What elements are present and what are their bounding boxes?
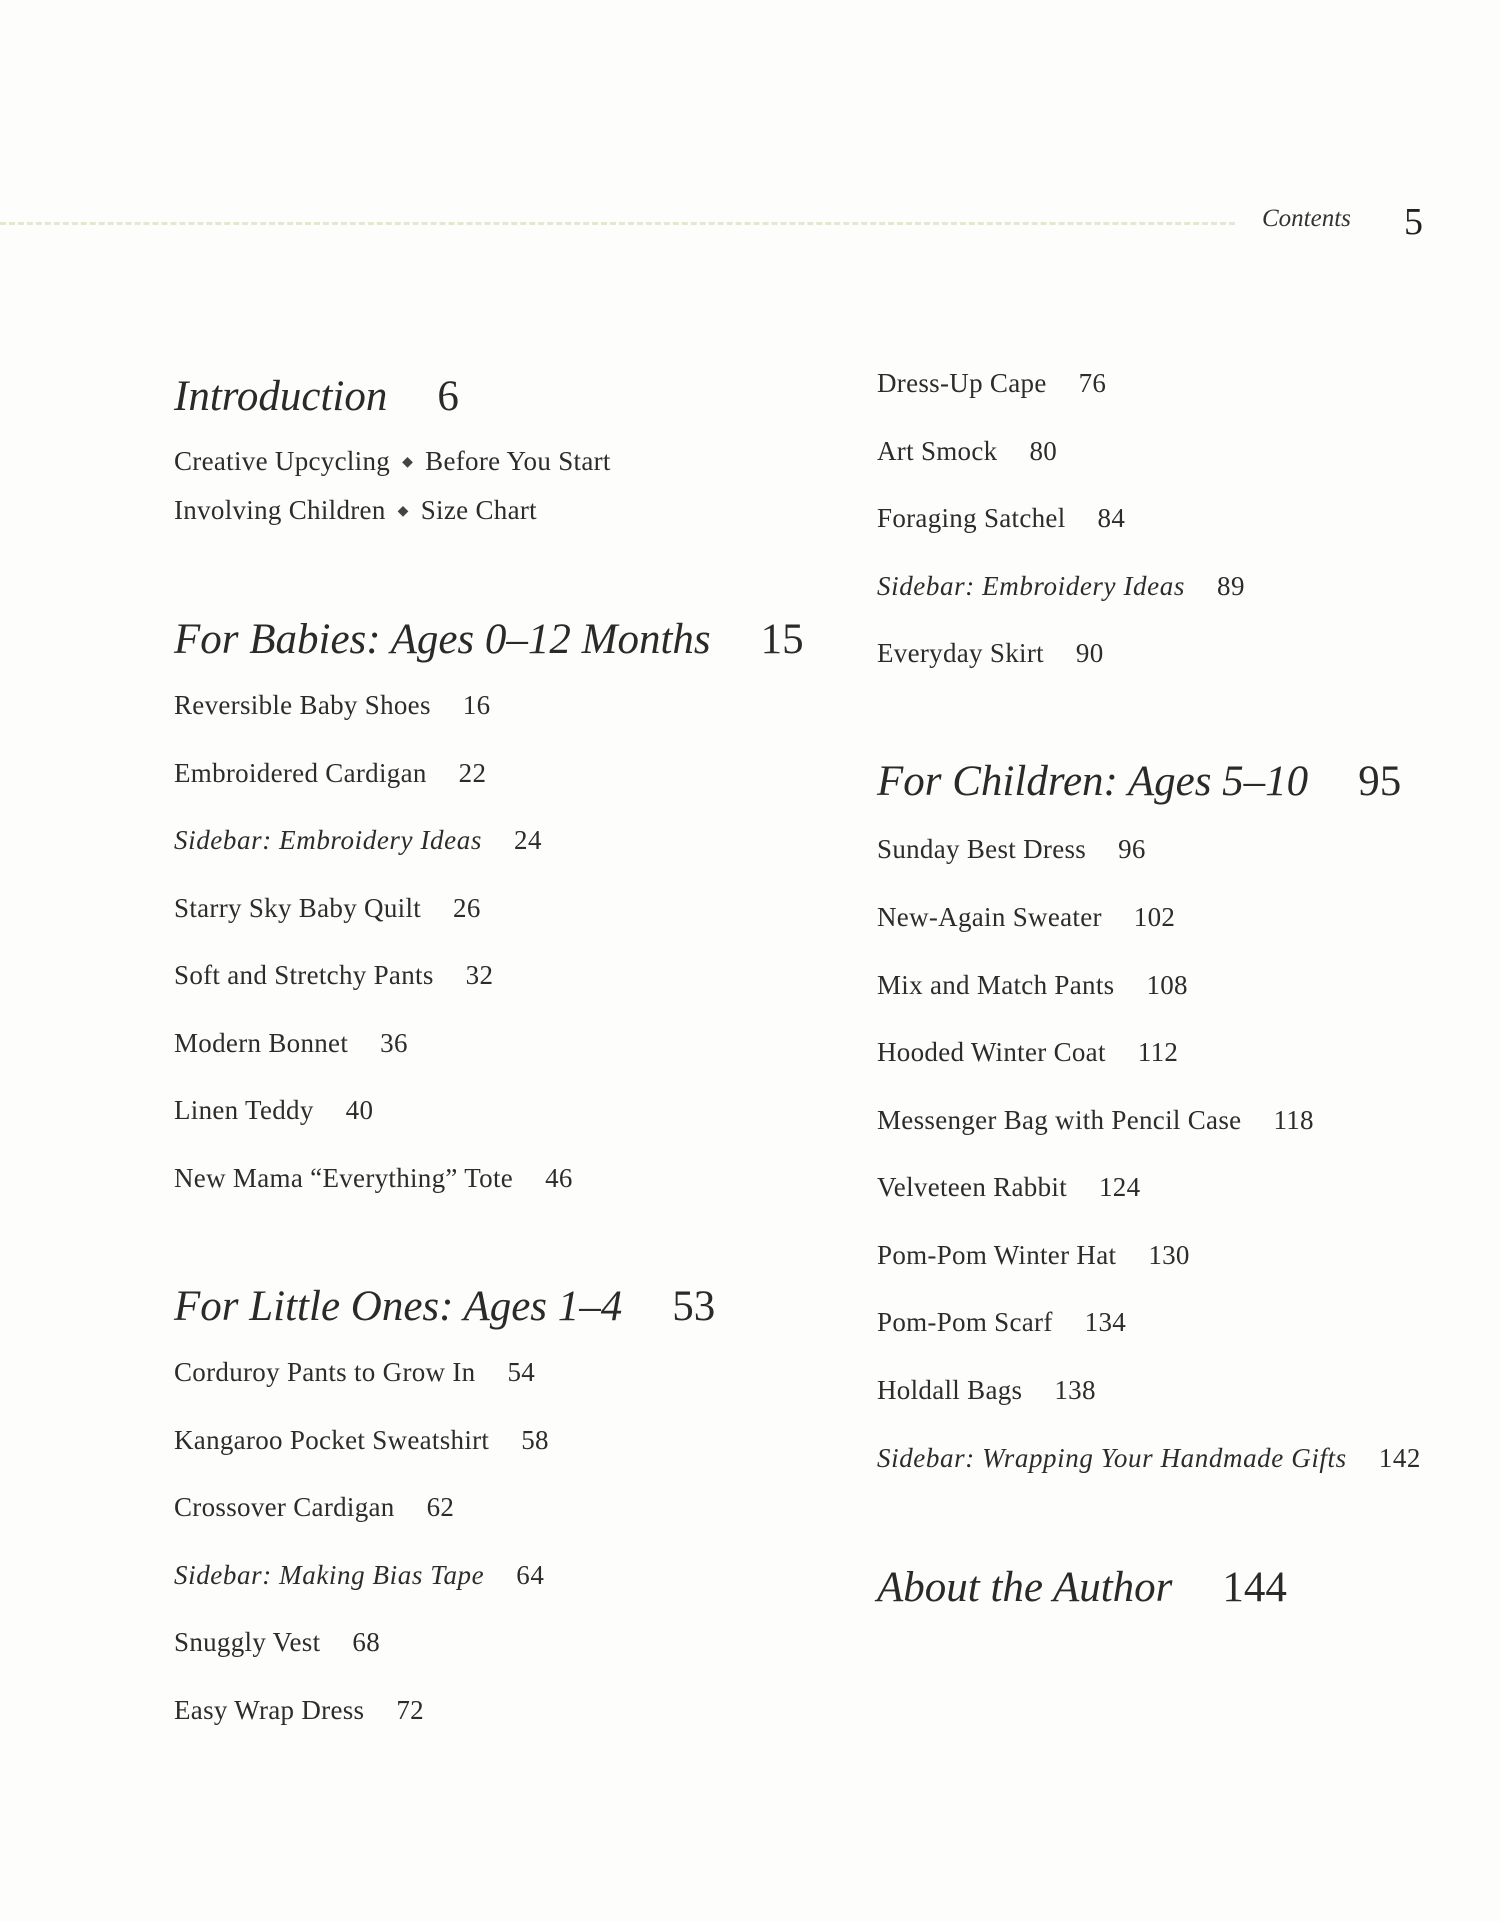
entry-page: 142	[1378, 1443, 1422, 1473]
entry-title: Pom-Pom Scarf	[877, 1307, 1053, 1337]
intro-topics-line-1	[174, 446, 611, 477]
entry-page: 130	[1148, 1240, 1190, 1270]
topic-before-you-start[interactable]: Before You Start	[425, 446, 611, 476]
entry-page: 24	[513, 825, 543, 855]
entry-page: 112	[1137, 1037, 1179, 1067]
toc-entry[interactable]	[877, 1172, 1140, 1203]
entry-title: Corduroy Pants to Grow In	[174, 1357, 476, 1387]
running-head: Contents	[1262, 205, 1351, 232]
entry-title: Sidebar: Wrapping Your Handmade Gifts	[877, 1443, 1347, 1473]
entry-title: Linen Teddy	[174, 1095, 314, 1125]
entry-page: 26	[453, 893, 481, 923]
entry-title: Velveteen Rabbit	[877, 1172, 1067, 1202]
toc-entry-sidebar[interactable]	[174, 825, 542, 856]
section-title: About the Author	[877, 1564, 1173, 1611]
entry-page: 134	[1084, 1307, 1127, 1337]
entry-title: New-Again Sweater	[877, 902, 1102, 932]
toc-entry[interactable]	[174, 893, 481, 924]
section-title: For Babies: Ages 0–12 Months	[174, 616, 711, 663]
entry-title: Reversible Baby Shoes	[174, 690, 431, 720]
entry-page: 68	[352, 1627, 380, 1657]
page-number: 5	[1404, 201, 1423, 243]
toc-entry[interactable]	[877, 834, 1146, 865]
entry-title: Everyday Skirt	[877, 638, 1044, 668]
entry-page: 64	[516, 1560, 545, 1590]
section-heading-about-author[interactable]	[877, 1563, 1287, 1612]
entry-title: Sunday Best Dress	[877, 834, 1087, 864]
entry-page: 96	[1118, 834, 1146, 864]
entry-page: 62	[426, 1492, 455, 1522]
entry-page: 102	[1133, 902, 1176, 932]
entry-title: Snuggly Vest	[174, 1627, 321, 1657]
entry-title: Kangaroo Pocket Sweatshirt	[174, 1425, 490, 1455]
entry-page: 58	[521, 1425, 549, 1455]
entry-page: 40	[345, 1095, 374, 1125]
header-rule	[0, 222, 1235, 225]
entry-page: 46	[545, 1163, 573, 1193]
toc-entry[interactable]	[174, 1492, 454, 1523]
entry-page: 36	[380, 1028, 408, 1058]
toc-entry[interactable]	[877, 368, 1106, 399]
section-page: 53	[672, 1283, 716, 1330]
entry-title: Embroidered Cardigan	[174, 758, 427, 788]
toc-entry[interactable]	[877, 970, 1188, 1001]
toc-entry-sidebar[interactable]	[877, 571, 1245, 602]
entry-page: 90	[1075, 638, 1104, 668]
section-title: Introduction	[174, 373, 388, 420]
topic-creative-upcycling[interactable]: Creative Upcycling	[174, 446, 391, 476]
section-title: For Children: Ages 5–10	[877, 758, 1309, 805]
entry-page: 32	[465, 960, 494, 990]
section-title: For Little Ones: Ages 1–4	[174, 1283, 623, 1330]
toc-entry[interactable]	[877, 1375, 1096, 1406]
toc-entry[interactable]	[174, 690, 490, 721]
toc-entry[interactable]	[877, 436, 1057, 467]
toc-entry[interactable]	[877, 1105, 1314, 1136]
toc-entry[interactable]	[174, 1627, 380, 1658]
entry-page: 108	[1146, 970, 1188, 1000]
entry-page: 16	[462, 690, 491, 720]
section-page: 95	[1358, 758, 1402, 805]
entry-page: 22	[458, 758, 487, 788]
entry-title: Modern Bonnet	[174, 1028, 349, 1058]
intro-topics-line-2	[174, 495, 537, 526]
entry-title: Starry Sky Baby Quilt	[174, 893, 422, 923]
entry-title: Foraging Satchel	[877, 503, 1066, 533]
toc-entry[interactable]	[174, 1028, 408, 1059]
entry-title: New Mama “Everything” Tote	[174, 1163, 514, 1193]
entry-title: Sidebar: Making Bias Tape	[174, 1560, 485, 1590]
topic-size-chart[interactable]: Size Chart	[420, 495, 537, 525]
toc-entry[interactable]	[877, 1037, 1178, 1068]
entry-page: 80	[1029, 436, 1058, 466]
entry-title: Sidebar: Embroidery Ideas	[877, 571, 1185, 601]
diamond-separator-icon: ◆	[402, 455, 414, 470]
section-page: 15	[760, 616, 804, 663]
toc-entry[interactable]	[877, 1307, 1126, 1338]
section-heading-babies[interactable]	[174, 615, 804, 664]
entry-title: Soft and Stretchy Pants	[174, 960, 434, 990]
topic-involving-children[interactable]: Involving Children	[174, 495, 386, 525]
toc-entry[interactable]	[174, 1163, 573, 1194]
section-page: 144	[1222, 1564, 1287, 1611]
toc-entry-sidebar[interactable]	[174, 1560, 544, 1591]
entry-title: Easy Wrap Dress	[174, 1695, 365, 1725]
toc-entry[interactable]	[877, 902, 1175, 933]
toc-entry[interactable]	[174, 758, 486, 789]
toc-entry[interactable]	[877, 1240, 1190, 1271]
entry-page: 54	[507, 1357, 536, 1387]
entry-title: Crossover Cardigan	[174, 1492, 395, 1522]
toc-entry[interactable]	[174, 960, 493, 991]
section-page: 6	[437, 373, 459, 420]
entry-title: Sidebar: Embroidery Ideas	[174, 825, 482, 855]
toc-entry[interactable]	[877, 503, 1125, 534]
toc-entry[interactable]	[174, 1695, 424, 1726]
entry-page: 138	[1054, 1375, 1096, 1405]
entry-title: Dress-Up Cape	[877, 368, 1047, 398]
entry-page: 72	[396, 1695, 424, 1725]
toc-entry-sidebar[interactable]	[877, 1443, 1421, 1474]
entry-page: 89	[1216, 571, 1246, 601]
entry-title: Holdall Bags	[877, 1375, 1023, 1405]
section-heading-children[interactable]	[877, 757, 1401, 806]
entry-page: 76	[1078, 368, 1107, 398]
entry-page: 124	[1099, 1172, 1141, 1202]
entry-page: 118	[1273, 1105, 1314, 1135]
diamond-separator-icon: ◆	[397, 504, 409, 519]
toc-entry[interactable]	[174, 1425, 549, 1456]
entry-title: Messenger Bag with Pencil Case	[877, 1105, 1242, 1135]
entry-title: Mix and Match Pants	[877, 970, 1115, 1000]
toc-entry[interactable]	[877, 638, 1104, 669]
entry-title: Hooded Winter Coat	[877, 1037, 1106, 1067]
entry-title: Art Smock	[877, 436, 998, 466]
section-heading-introduction[interactable]	[174, 372, 459, 421]
toc-entry[interactable]	[174, 1357, 535, 1388]
toc-entry[interactable]	[174, 1095, 373, 1126]
entry-title: Pom-Pom Winter Hat	[877, 1240, 1117, 1270]
section-heading-little-ones[interactable]	[174, 1282, 715, 1331]
entry-page: 84	[1097, 503, 1126, 533]
